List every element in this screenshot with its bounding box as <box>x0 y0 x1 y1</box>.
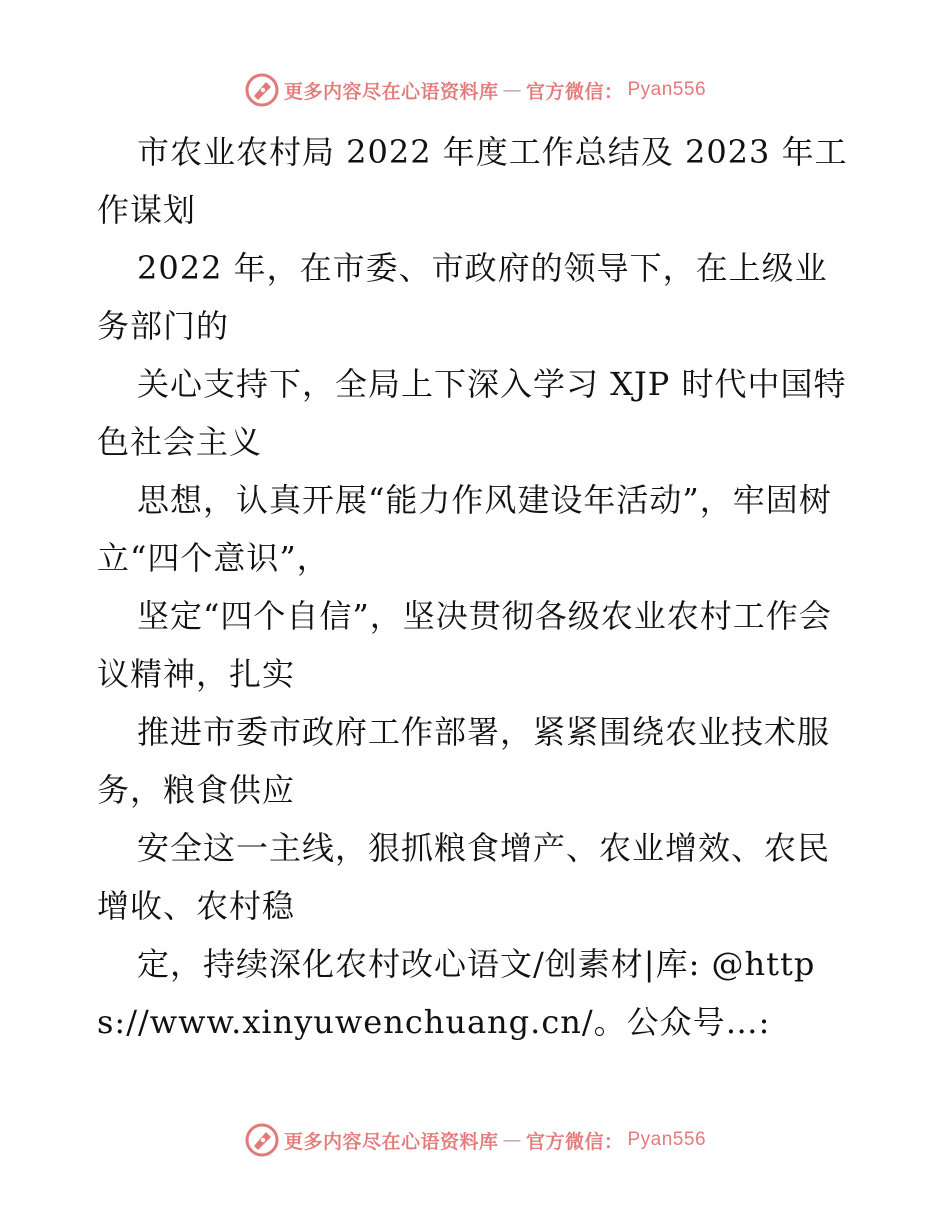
paragraph: 2022 年，在市委、市政府的领导下，在上级业务部门的 <box>97 249 828 345</box>
document-body <box>97 123 857 1051</box>
paragraph: 推进市委市政府工作部署，紧紧围绕农业技术服务，粮食供应 <box>97 713 831 809</box>
pen-nib-logo-icon <box>244 72 280 108</box>
paragraph-with-link: 定，持续深化农村改心语文/创素材|库: @https://www.xinyuwenchuang.cn/。公众号…: <box>97 945 816 1041</box>
paragraph: 安全这一主线，狠抓粮食增产、农业增效、农民增收、农村稳 <box>97 829 831 925</box>
banner-text: 更多内容尽在心语资料库 <box>283 1130 499 1153</box>
paragraph: 思想，认真开展“能力作风建设年活动”，牢固树立“四个意识”， <box>97 481 832 577</box>
wechat-label: 官方微信： <box>525 1130 624 1153</box>
banner-separator: — <box>502 79 522 101</box>
header-banner <box>0 70 950 110</box>
footer-banner <box>0 1120 950 1160</box>
paragraph: 关心支持下，全局上下深入学习 XJP 时代中国特色社会主义 <box>97 365 847 461</box>
wechat-label: 官方微信： <box>525 80 624 103</box>
paragraph: 坚定“四个自信”，坚决贯彻各级农业农村工作会议精神，扎实 <box>97 597 832 693</box>
wechat-handle: Pyan556 <box>627 1129 707 1150</box>
document-title: 市农业农村局 2022 年度工作总结及 2023 年工作谋划 <box>97 133 848 229</box>
pen-nib-logo-icon <box>244 1122 280 1158</box>
banner-text: 更多内容尽在心语资料库 <box>283 80 499 103</box>
banner-separator: — <box>502 1129 522 1151</box>
wechat-handle: Pyan556 <box>627 79 707 100</box>
